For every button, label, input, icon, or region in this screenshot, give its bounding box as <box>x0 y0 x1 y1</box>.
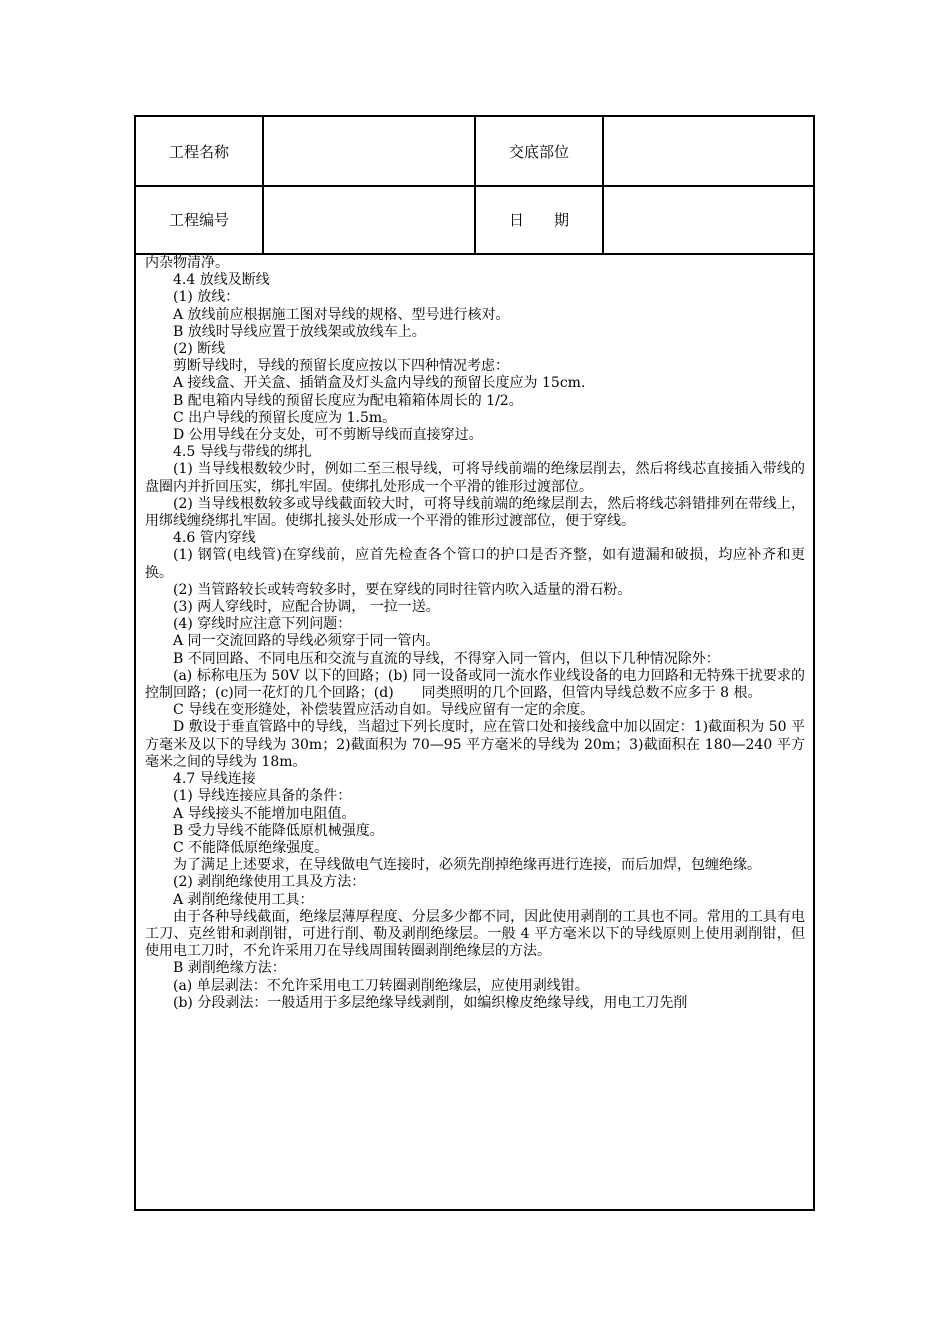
body-paragraph: 4.4 放线及断线 <box>173 272 270 289</box>
body-paragraph: A 剥削绝缘使用工具： <box>173 891 314 908</box>
body-paragraph: D 公用导线在分支处，可不剪断导线而直接穿过。 <box>173 427 483 444</box>
header-row-1 <box>136 117 813 187</box>
body-paragraph: (a) 标称电压为 50V 以下的回路；(b) 同一设备或同一流水作业线设备的电力回路和无特殊干扰要求的控制回路；(c)同一花灯的几个回路；(d) 同类照明的几个回路，但管内导线总数不应多于 8 根。 <box>145 667 805 702</box>
body-paragraph: B 剥削绝缘方法： <box>173 960 286 977</box>
body-paragraph: C 导线在变形缝处，补偿装置应活动自如。导线应留有一定的余度。 <box>173 702 595 719</box>
body-paragraph: B 放线时导线应置于放线架或放线车上。 <box>173 323 426 340</box>
body-paragraph: (2) 断线 <box>173 341 226 358</box>
body-paragraph: (b) 分段剥法：一般适用于多层绝缘导线剥削，如编织橡皮绝缘导线，用电工刀先削 <box>173 994 688 1011</box>
body-paragraph: 内杂物清净。 <box>145 255 229 271</box>
technical-disclosure-form <box>134 115 815 1211</box>
body-paragraph: 4.5 导线与带线的绑扎 <box>173 444 312 461</box>
project-name-label: 工程名称 <box>136 117 264 185</box>
body-paragraph: A 导线接头不能增加电阻值。 <box>173 805 356 822</box>
date-label: 日 期 <box>476 185 604 253</box>
body-paragraph: (1) 当导线根数较少时，例如二至三根导线，可将导线前端的绝缘层削去，然后将线芯直接插入带线的盘圈内并折回压实，绑扎牢固。使绑扎处形成一个平滑的锥形过渡部位。 <box>145 461 805 495</box>
body-paragraph: C 出户导线的预留长度应为 1.5m。 <box>173 409 397 426</box>
handover-part-label: 交底部位 <box>476 117 604 185</box>
project-number-value[interactable] <box>264 185 476 253</box>
body-paragraph: A 放线前应根据施工图对导线的规格、型号进行核对。 <box>173 306 510 323</box>
body-paragraph: D 敷设于垂直管路中的导线，当超过下列长度时，应在管口处和接线盒中加以固定：1)截面积为 50 平方毫米及以下的导线为 30m；2)截面积为 70—95 平方毫米的导线为 20m；3)截面积在 180—240 平方毫米之间的导线为 18m。 <box>145 719 805 770</box>
body-paragraph: 4.7 导线连接 <box>173 771 256 788</box>
body-paragraph: B 配电箱内导线的预留长度应为配电箱箱体周长的 1/2。 <box>173 392 523 409</box>
handover-part-value[interactable] <box>604 117 813 185</box>
body-paragraph: B 不同回路、不同电压和交流与直流的导线，不得穿入同一管内，但以下几种情况除外： <box>173 650 720 667</box>
body-paragraph: (4) 穿线时应注意下列问题： <box>173 616 352 633</box>
body-paragraph: (1) 钢管(电线管)在穿线前，应首先检查各个管口的护口是否齐整，如有遗漏和破损，均应补齐和更换。 <box>145 547 805 581</box>
body-paragraph: B 受力导线不能降低原机械强度。 <box>173 822 384 839</box>
date-value[interactable] <box>604 185 813 253</box>
disclosure-body-text <box>145 255 805 1209</box>
body-paragraph: (2) 当管路较长或转弯较多时，要在穿线的同时往管内吹入适量的滑石粉。 <box>173 581 632 598</box>
body-paragraph: (1) 放线： <box>173 289 240 306</box>
body-paragraph: C 不能降低原绝缘强度。 <box>173 839 329 856</box>
project-number-label: 工程编号 <box>136 185 264 253</box>
body-paragraph: 为了满足上述要求，在导线做电气连接时，必须先削掉绝缘再进行连接，而后加焊，包缠绝缘。 <box>173 857 761 874</box>
body-paragraph: (3) 两人穿线时，应配合协调， 一拉一送。 <box>173 599 440 616</box>
body-paragraph: (2) 当导线根数较多或导线截面较大时，可将导线前端的绝缘层削去，然后将线芯斜错排列在带线上，用绑线缠绕绑扎牢固。使绑扎接头处形成一个平滑的锥形过渡部位，便于穿线。 <box>145 495 805 530</box>
body-paragraph: (a) 单层剥法：不允许采用电工刀转圈剥削绝缘层，应使用剥线钳。 <box>173 977 589 994</box>
body-paragraph: 由于各种导线截面，绝缘层薄厚程度、分层多少都不同，因此使用剥削的工具也不同。常用的工具有电工刀、克丝钳和剥削钳，可进行削、勒及剥削绝缘层。一般 4 平方毫米以下的导线原则上使用剥削钳，但使用电工刀时，不允许采用刀在导线周围转圈剥削绝缘层的方法。 <box>145 908 805 960</box>
header-row-2 <box>136 185 813 255</box>
body-paragraph: (2) 剥削绝缘使用工具及方法： <box>173 874 366 891</box>
project-name-value[interactable] <box>264 117 476 185</box>
body-paragraph: 4.6 管内穿线 <box>173 530 256 547</box>
body-paragraph: 剪断导线时，导线的预留长度应按以下四种情况考虑： <box>173 358 509 375</box>
body-paragraph: A 接线盒、开关盒、插销盒及灯头盒内导线的预留长度应为 15cm. <box>173 375 586 392</box>
body-paragraph: (1) 导线连接应具备的条件： <box>173 788 352 805</box>
body-paragraph: A 同一交流回路的导线必须穿于同一管内。 <box>173 633 440 650</box>
